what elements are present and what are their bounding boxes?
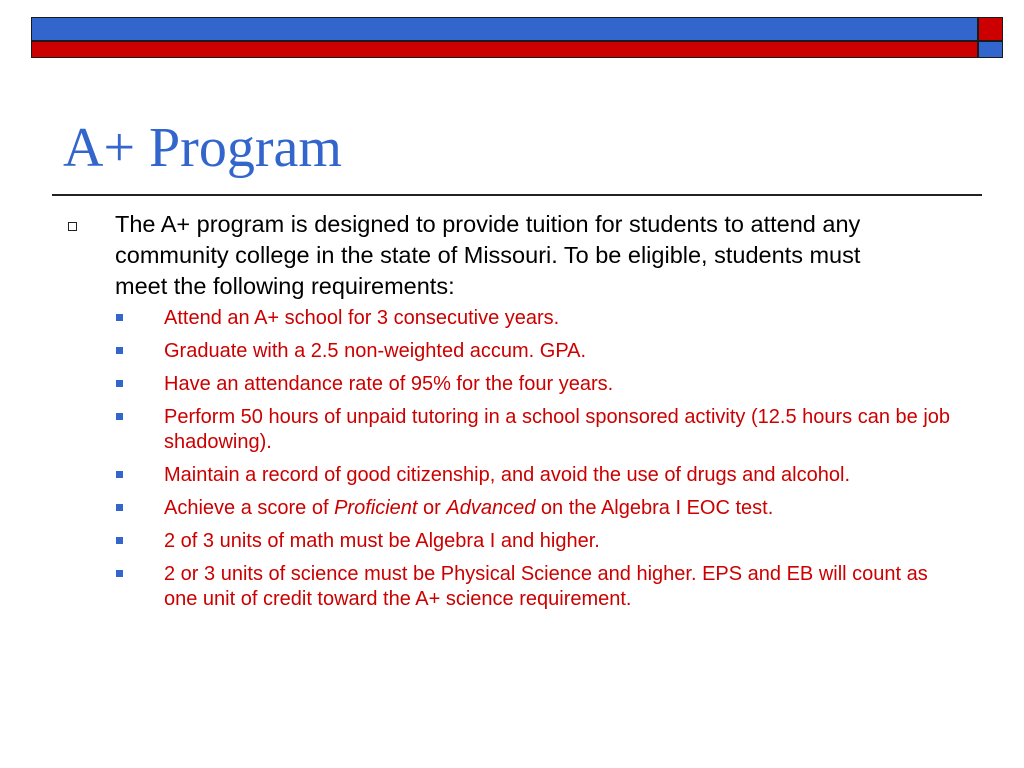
- requirement-item: [0, 372, 964, 397]
- hollow-square-bullet-icon: [68, 222, 77, 231]
- title-divider: [52, 194, 982, 196]
- requirement-text: Attend an A+ school for 3 consecutive years.: [164, 307, 560, 329]
- header-bar-blue: [31, 17, 978, 41]
- square-bullet-icon: [116, 570, 123, 577]
- slide-title: A+ Program: [63, 117, 342, 179]
- requirement-item: [0, 306, 964, 331]
- requirement-text-part: or: [417, 497, 447, 519]
- square-bullet-icon: [116, 314, 123, 321]
- square-bullet-icon: [116, 504, 123, 511]
- intro-bullet: [0, 209, 895, 302]
- square-bullet-icon: [116, 537, 123, 544]
- requirement-text: Have an attendance rate of 95% for the four years.: [164, 373, 614, 395]
- header-square-blue: [978, 41, 1003, 58]
- requirement-emphasis: Advanced: [446, 497, 536, 519]
- requirement-item: [0, 339, 964, 364]
- requirement-item: [0, 496, 964, 521]
- requirement-item: [0, 463, 964, 488]
- requirement-emphasis: Proficient: [334, 497, 418, 519]
- header-bar-red: [31, 41, 978, 58]
- requirement-text-part: Achieve a score of: [164, 497, 335, 519]
- header-square-red: [978, 17, 1003, 41]
- requirement-item: [0, 562, 964, 612]
- requirement-text-part: on the Algebra I EOC test.: [535, 497, 774, 519]
- requirement-text: Maintain a record of good citizenship, and avoid the use of drugs and alcohol.: [164, 464, 850, 486]
- requirement-item: [0, 405, 964, 455]
- requirement-text: 2 of 3 units of math must be Algebra I and higher.: [164, 530, 600, 552]
- requirement-item: [0, 529, 964, 554]
- requirement-text: 2 or 3 units of science must be Physical Science and higher. EPS and EB will count as one unit of credit toward the A+ science requirement.: [164, 563, 928, 610]
- square-bullet-icon: [116, 347, 123, 354]
- slide-body: [0, 209, 1024, 620]
- square-bullet-icon: [116, 471, 123, 478]
- requirement-text: Perform 50 hours of unpaid tutoring in a school sponsored activity (12.5 hours can be job shadowing).: [164, 406, 951, 453]
- intro-text: The A+ program is designed to provide tuition for students to attend any community college in the state of Missouri. To be eligible, students must meet the following requirements:: [115, 211, 861, 299]
- square-bullet-icon: [116, 380, 123, 387]
- requirement-text: Graduate with a 2.5 non-weighted accum. GPA.: [164, 340, 587, 362]
- square-bullet-icon: [116, 413, 123, 420]
- requirements-list: [0, 306, 1024, 612]
